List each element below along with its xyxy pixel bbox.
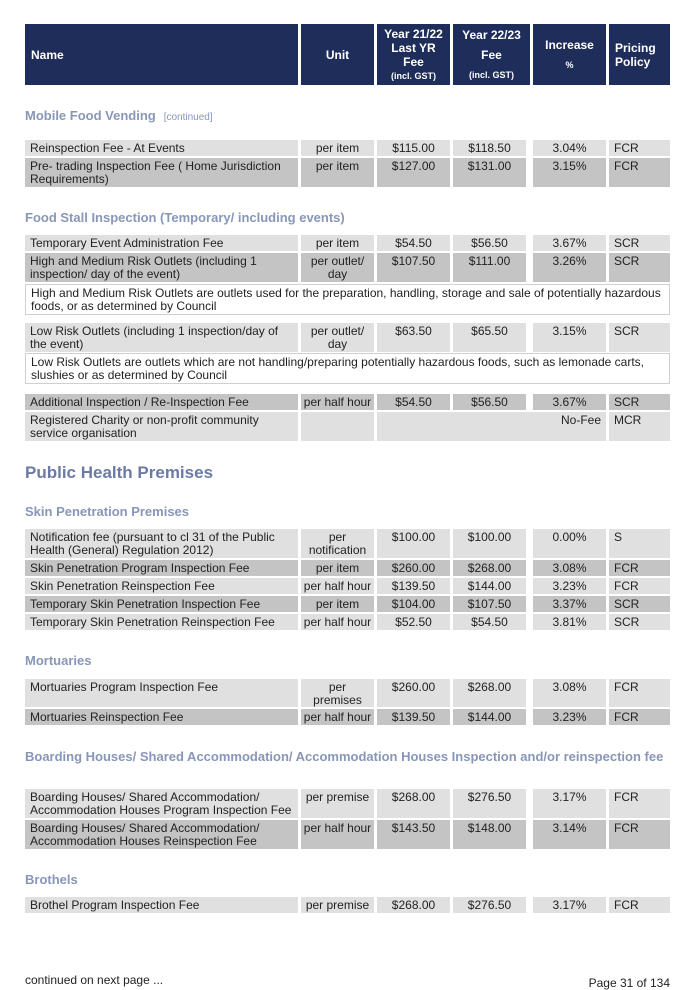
section-title: Mortuaries: [25, 653, 92, 668]
row-policy: FCR: [609, 679, 670, 707]
row-last-fee: $127.00: [377, 158, 450, 187]
row-fee: $144.00: [453, 578, 526, 594]
row-name: Skin Penetration Program Inspection Fee: [25, 560, 298, 576]
row-last-fee: $100.00: [377, 529, 450, 558]
header-policy: [609, 24, 670, 85]
row-name: Boarding Houses/ Shared Accommodation/ Accommodation Houses Program Inspection Fee: [25, 789, 298, 818]
row-fee: $148.00: [453, 820, 526, 849]
table-row: [25, 158, 670, 187]
row-name: Reinspection Fee - At Events: [25, 140, 298, 156]
section-mortuaries: [25, 653, 91, 668]
row-unit: per item: [301, 158, 374, 187]
row-unit: per notification: [301, 529, 374, 558]
section-title: Boarding Houses/ Shared Accommodation/ Accommodation Houses Inspection and/or reinspection fee: [25, 749, 664, 764]
header-last-year-line3: Fee: [403, 54, 424, 69]
row-unit: per premise: [301, 897, 374, 913]
row-increase: 3.04%: [533, 140, 606, 156]
note-high-medium-risk: High and Medium Risk Outlets are outlets used for the preparation, handling, storage and sale of potentially hazardous foods, or as determined by Council: [25, 284, 670, 315]
header-last-year-line2: Last YR: [391, 40, 436, 55]
row-fee: $118.50: [453, 140, 526, 156]
row-last-fee: $54.50: [377, 235, 450, 251]
row-increase: 3.37%: [533, 596, 606, 612]
row-unit: per half hour: [301, 820, 374, 849]
row-fee: $144.00: [453, 709, 526, 725]
row-last-fee: $63.50: [377, 323, 450, 352]
row-name: Low Risk Outlets (including 1 inspection/day of the event): [25, 323, 298, 352]
row-policy: FCR: [609, 140, 670, 156]
row-name: Temporary Event Administration Fee: [25, 235, 298, 251]
header-increase: [533, 24, 606, 85]
header-last-year-line1: Year 21/22: [384, 26, 443, 41]
row-fee: $131.00: [453, 158, 526, 187]
row-policy: FCR: [609, 789, 670, 818]
page-number: Page 31 of 134: [588, 976, 670, 990]
row-unit: per premise: [301, 789, 374, 818]
section-skin-penetration: [25, 504, 189, 519]
row-name: Registered Charity or non-profit community service organisation: [25, 412, 298, 441]
row-policy: SCR: [609, 614, 670, 630]
table-row: [25, 820, 670, 849]
row-policy: MCR: [609, 412, 670, 441]
header-name: [25, 24, 298, 85]
row-increase: 3.15%: [533, 158, 606, 187]
table-row: [25, 253, 670, 282]
row-name: Mortuaries Program Inspection Fee: [25, 679, 298, 707]
row-increase: 3.14%: [533, 820, 606, 849]
table-row: [25, 529, 670, 558]
row-last-fee: $260.00: [377, 679, 450, 707]
header-policy-line1: Pricing: [615, 40, 656, 55]
row-last-fee: $268.00: [377, 897, 450, 913]
row-unit: per half hour: [301, 394, 374, 410]
row-unit: per premises: [301, 679, 374, 707]
row-policy: FCR: [609, 158, 670, 187]
row-last-fee: $52.50: [377, 614, 450, 630]
row-last-fee: $54.50: [377, 394, 450, 410]
row-unit: per item: [301, 560, 374, 576]
header-this-year-line2: Fee: [481, 47, 502, 62]
header-policy-line2: Policy: [615, 54, 651, 69]
row-policy: S: [609, 529, 670, 558]
section-boarding-houses: [25, 749, 665, 765]
section-food-stall: [25, 210, 345, 225]
header-unit-label: Unit: [325, 47, 350, 62]
section-title: Food Stall Inspection (Temporary/ including events): [25, 210, 345, 225]
row-policy: FCR: [609, 820, 670, 849]
row-policy: SCR: [609, 596, 670, 612]
row-last-fee: $143.50: [377, 820, 450, 849]
header-this-year-note: (incl. GST): [469, 69, 514, 80]
row-name: Temporary Skin Penetration Reinspection Fee: [25, 614, 298, 630]
row-name: High and Medium Risk Outlets (including 1 inspection/ day of the event): [25, 253, 298, 282]
row-increase: 3.08%: [533, 560, 606, 576]
table-row: [25, 709, 670, 725]
row-last-fee: $115.00: [377, 140, 450, 156]
header-name-label: Name: [31, 47, 64, 62]
row-unit: per item: [301, 140, 374, 156]
header-last-year-note: (incl. GST): [391, 70, 436, 81]
row-fee: $54.50: [453, 614, 526, 630]
table-row: [25, 560, 670, 576]
row-name: Notification fee (pursuant to cl 31 of the Public Health (General) Regulation 2012): [25, 529, 298, 558]
row-increase: 3.17%: [533, 789, 606, 818]
row-name: Mortuaries Reinspection Fee: [25, 709, 298, 725]
table-row: [25, 140, 670, 156]
row-last-fee: $107.50: [377, 253, 450, 282]
row-increase: 3.23%: [533, 709, 606, 725]
row-policy: SCR: [609, 235, 670, 251]
row-policy: FCR: [609, 897, 670, 913]
row-policy: FCR: [609, 709, 670, 725]
table-row: [25, 596, 670, 612]
row-name: Boarding Houses/ Shared Accommodation/ Accommodation Houses Reinspection Fee: [25, 820, 298, 849]
row-unit: per half hour: [301, 614, 374, 630]
row-increase: 3.17%: [533, 897, 606, 913]
table-row: [25, 897, 670, 913]
row-unit: per half hour: [301, 709, 374, 725]
row-fee: $276.50: [453, 897, 526, 913]
row-increase: 3.26%: [533, 253, 606, 282]
section-title: Mobile Food Vending: [25, 108, 156, 123]
section-public-health: Public Health Premises: [25, 463, 214, 482]
table-row: [25, 789, 670, 818]
row-policy: SCR: [609, 394, 670, 410]
row-name: Additional Inspection / Re-Inspection Fee: [25, 394, 298, 410]
row-fee: $276.50: [453, 789, 526, 818]
continued-label: [continued]: [163, 112, 213, 123]
row-last-fee: $139.50: [377, 709, 450, 725]
row-name: Brothel Program Inspection Fee: [25, 897, 298, 913]
row-fee: $56.50: [453, 394, 526, 410]
header-unit: [301, 24, 374, 85]
row-policy: SCR: [609, 323, 670, 352]
row-unit: per outlet/ day: [301, 253, 374, 282]
header-increase-label: Increase: [545, 37, 594, 52]
row-name: Temporary Skin Penetration Inspection Fee: [25, 596, 298, 612]
row-policy: FCR: [609, 578, 670, 594]
header-this-year: [453, 24, 530, 85]
row-fee: $56.50: [453, 235, 526, 251]
row-increase: 3.15%: [533, 323, 606, 352]
row-last-fee: $139.50: [377, 578, 450, 594]
table-row: [25, 412, 670, 441]
section-mobile-food-vending: [25, 108, 213, 123]
row-policy: FCR: [609, 560, 670, 576]
row-increase: 3.81%: [533, 614, 606, 630]
row-unit: per item: [301, 596, 374, 612]
header-last-year: [377, 24, 450, 85]
row-increase: 3.67%: [533, 394, 606, 410]
row-increase: 3.67%: [533, 235, 606, 251]
row-name: Skin Penetration Reinspection Fee: [25, 578, 298, 594]
row-unit: [301, 412, 374, 441]
row-unit: per half hour: [301, 578, 374, 594]
row-fee: $268.00: [453, 560, 526, 576]
row-fee: $268.00: [453, 679, 526, 707]
row-fee: No-Fee: [377, 412, 606, 441]
note-low-risk: Low Risk Outlets are outlets which are not handling/preparing potentially hazardous foods, such as lemonade carts, slushies or as determined by Council: [25, 353, 670, 384]
row-policy: SCR: [609, 253, 670, 282]
section-title: Brothels: [25, 872, 78, 887]
table-row: [25, 323, 670, 352]
row-fee: $107.50: [453, 596, 526, 612]
row-last-fee: $268.00: [377, 789, 450, 818]
row-last-fee: $260.00: [377, 560, 450, 576]
section-title: Skin Penetration Premises: [25, 504, 190, 519]
table-row: [25, 578, 670, 594]
table-row: [25, 394, 670, 410]
row-unit: per outlet/ day: [301, 323, 374, 352]
row-fee: $111.00: [453, 253, 526, 282]
header-increase-unit: %: [565, 59, 574, 70]
row-unit: per item: [301, 235, 374, 251]
row-increase: 0.00%: [533, 529, 606, 558]
table-row: [25, 235, 670, 251]
header-this-year-line1: Year 22/23: [462, 27, 521, 42]
row-increase: 3.23%: [533, 578, 606, 594]
row-fee: $100.00: [453, 529, 526, 558]
table-row: [25, 679, 670, 707]
section-brothels: [25, 872, 78, 887]
row-last-fee: $104.00: [377, 596, 450, 612]
table-row: [25, 614, 670, 630]
row-fee: $65.50: [453, 323, 526, 352]
row-name: Pre- trading Inspection Fee ( Home Jurisdiction Requirements): [25, 158, 298, 187]
continued-note: continued on next page ...: [25, 973, 164, 987]
row-increase: 3.08%: [533, 679, 606, 707]
